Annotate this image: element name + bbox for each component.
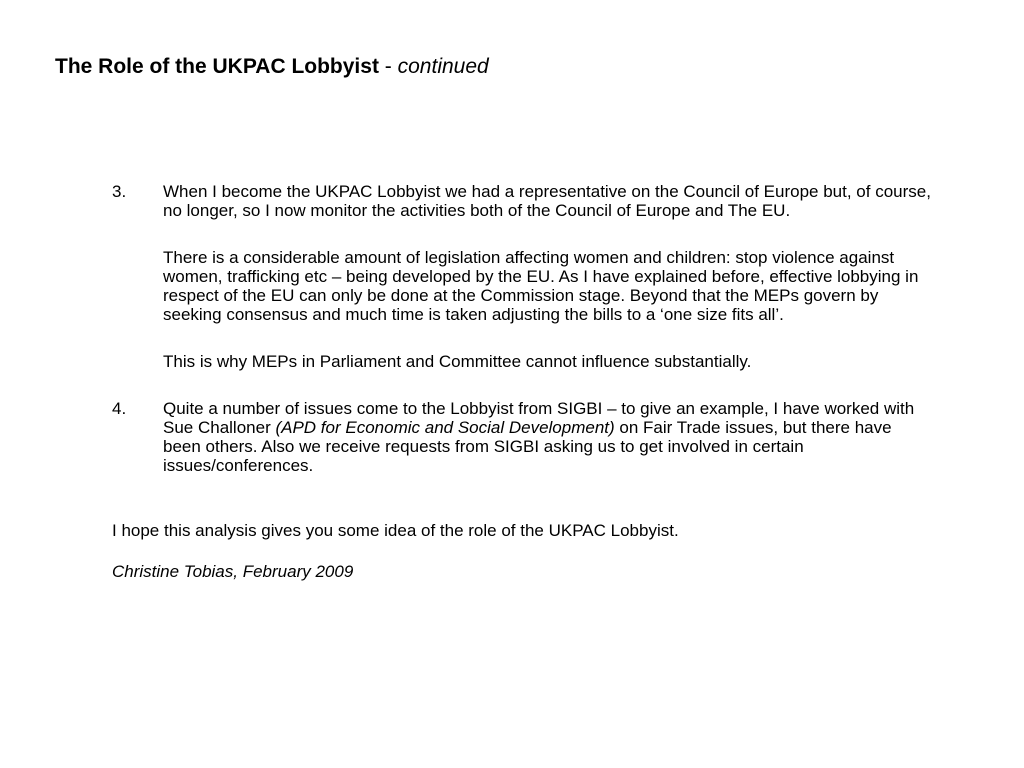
item-4-paragraph (163, 399, 932, 475)
list-item-4 (112, 399, 932, 475)
list-number: 4. (112, 399, 127, 418)
list-number: 3. (112, 182, 127, 201)
item-3-paragraph-3: This is why MEPs in Parliament and Committee cannot influence substantially. (163, 352, 752, 371)
item-3-paragraph-1: When I become the UKPAC Lobbyist we had a representative on the Council of Europe but, of course, no longer, so I now monitor the activities both of the Council of Europe and The EU. (163, 182, 931, 220)
list-item-3 (112, 182, 932, 371)
item-4-text-start: Quite a number of issues come to the Lobbyist from SIGBI – to give an example, I have worked with Sue Challoner (163, 399, 915, 437)
item-4-text-end: on Fair Trade issues, but there have been others. Also we receive requests from SIGBI asking us to get involved in certain issues/conferences. (163, 418, 892, 475)
title-separator: - (378, 55, 398, 78)
slide-body (112, 182, 932, 581)
title-main: The Role of the UKPAC Lobbyist (55, 55, 379, 78)
item-4-italic-role: (APD for Economic and Social Development) (275, 418, 620, 437)
title-continued: continued (397, 55, 489, 78)
signature: Christine Tobias, February 2009 (112, 562, 354, 581)
closing-statement: I hope this analysis gives you some idea of the role of the UKPAC Lobbyist. (112, 521, 679, 540)
item-3-paragraph-2: There is a considerable amount of legislation affecting women and children: stop violence against women, trafficking etc – being developed by the EU. As I have explained before, effective lobbying in respect of the EU can only be done at the Commission stage. Beyond that the MEPs govern by seeking consensus and much time is taken adjusting the bills to a ‘one size fits all’. (163, 248, 919, 324)
slide-title (55, 53, 489, 81)
